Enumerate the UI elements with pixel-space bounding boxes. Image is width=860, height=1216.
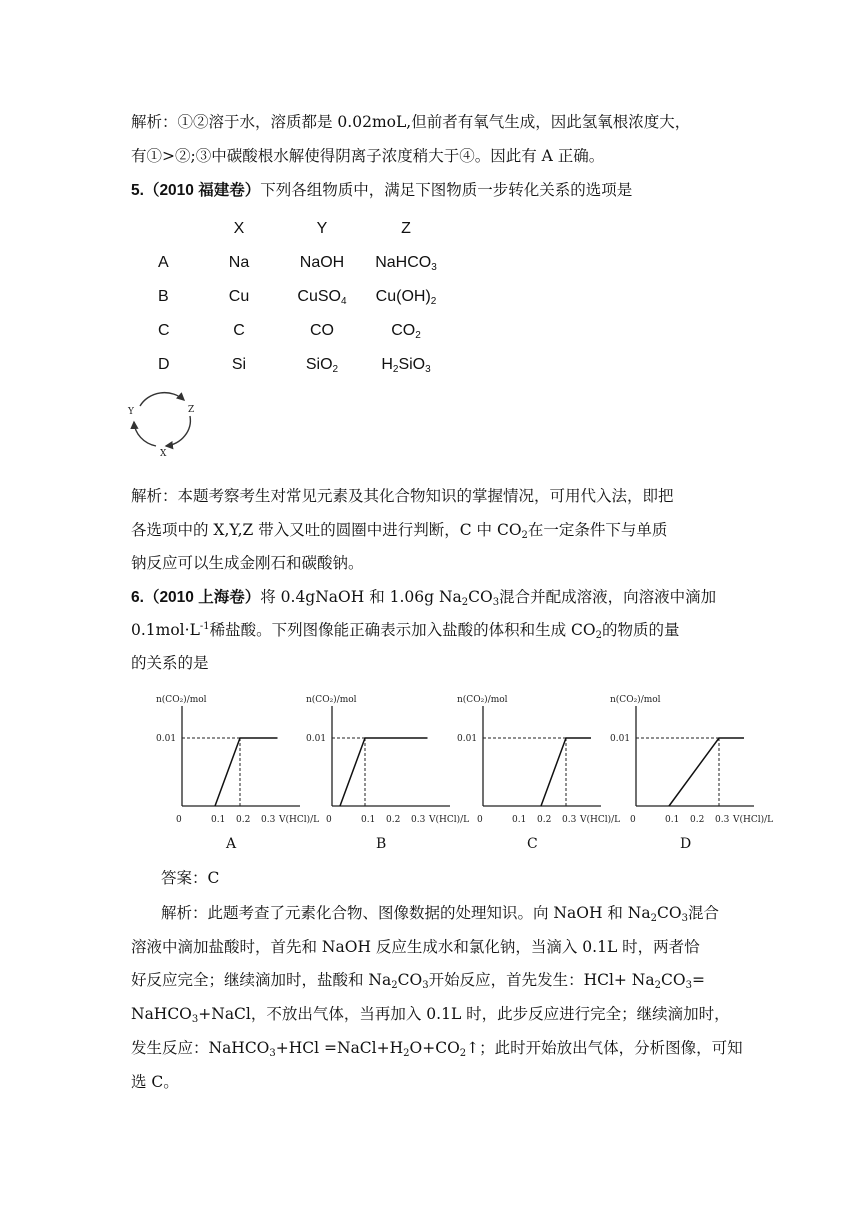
y-axis-label: n(CO₂)/mol	[457, 695, 508, 705]
x-tick-label: 0.2	[690, 815, 705, 825]
cell-x: C	[233, 322, 245, 339]
x-tick-label: 0	[477, 815, 483, 825]
table-row	[140, 246, 440, 280]
cell-z: $Cu(OH)_2$	[375, 288, 437, 307]
cell-x: Na	[228, 254, 250, 271]
x-tick-label: 0.1	[512, 815, 527, 825]
x-tick-label: 0.1	[361, 815, 376, 825]
cycle-label-y: Y	[128, 407, 134, 417]
q5-analysis-line-3: 钠反应可以生成金刚石和碳酸钠。	[131, 554, 364, 572]
x-tick-label: 0.3	[411, 815, 426, 825]
header-z: Z	[401, 220, 411, 237]
cell-y: SiO$_2$	[305, 356, 339, 375]
graph-label: B	[376, 836, 387, 852]
cell-x: Si	[231, 356, 247, 373]
graph-label: C	[527, 836, 538, 852]
x-tick-label: 0.3	[261, 815, 276, 825]
y-tick-label: 0.01	[457, 734, 478, 744]
y-tick-label: 0.01	[156, 734, 177, 744]
x-axis-label: V(HCl)/L	[429, 815, 470, 825]
q5-options-table	[140, 212, 440, 382]
q5-analysis-line-1: 解析：本题考察考生对常见元素及其化合物知识的掌握情况，可用代入法，即把	[131, 487, 674, 505]
y-axis-label: n(CO₂)/mol	[306, 695, 357, 705]
q6-analysis-line-1: 解析：此题考查了元素化合物、图像数据的处理知识。向 NaOH 和 $Na_2CO_3$混合	[161, 904, 719, 924]
cycle-arc-z-x	[166, 416, 190, 446]
option-label: C	[158, 322, 170, 339]
q6-analysis-line-4: NaHCO$_3$+NaCl，不放出气体，当再加入 0.1L 时，此步反应进行完全；继续滴加时，	[131, 1005, 730, 1025]
cell-y: CuSO$_4$	[297, 288, 347, 307]
cycle-diagram	[126, 388, 202, 460]
cell-z: NaHCO$_3$	[375, 254, 437, 273]
y-tick-label: 0.01	[306, 734, 327, 744]
x-tick-label: 0.2	[236, 815, 251, 825]
q6-analysis-line-6: 选 C。	[131, 1073, 179, 1091]
x-tick-label: 0.2	[537, 815, 552, 825]
x-tick-label: 0.1	[665, 815, 680, 825]
table-row	[140, 280, 440, 314]
q6-stem-line-2: $0.1mol\cdot L^{-1}$稀盐酸。下列图像能正确表示加入盐酸的体积和生成 $CO_2$的物质的量	[131, 621, 680, 641]
y-axis-label: n(CO₂)/mol	[610, 695, 661, 705]
x-tick-label: 0.1	[211, 815, 226, 825]
x-tick-label: 0	[326, 815, 332, 825]
graph-d	[606, 688, 774, 858]
q6-analysis-line-3: 好反应完全；继续滴加时，盐酸和 $Na_2CO_3$开始反应，首先发生：$HCl+ Na_2CO_3=$	[131, 971, 705, 991]
option-label: A	[158, 254, 169, 271]
header-x: X	[233, 220, 245, 237]
cell-x: Cu	[228, 288, 250, 305]
cycle-label-x: X	[160, 449, 167, 459]
graph-label: D	[680, 836, 692, 852]
x-tick-label: 0.3	[562, 815, 577, 825]
x-tick-label: 0.3	[715, 815, 730, 825]
series-line	[340, 738, 428, 806]
q5-stem-text: 下列各组物质中，满足下图物质一步转化关系的选项是	[260, 181, 633, 199]
cycle-arc-y-z	[140, 393, 184, 406]
x-axis-label: V(HCl)/L	[580, 815, 621, 825]
cell-y: CO	[310, 322, 334, 339]
cycle-arc-x-y	[134, 422, 156, 446]
option-label: D	[158, 356, 170, 373]
cell-z: $CO_2$	[391, 322, 421, 341]
y-axis-label: n(CO₂)/mol	[156, 695, 207, 705]
option-label: B	[158, 288, 169, 305]
q5-source: （2010 福建卷）	[143, 182, 261, 199]
q6-number: 6.	[131, 589, 144, 606]
q4-analysis-line-1: 解析：①②溶于水，溶质都是 0.02moL,但前者有氧气生成，因此氢氧根浓度大，	[131, 113, 691, 131]
x-tick-label: 0	[176, 815, 182, 825]
q5-analysis-line-2: 各选项中的 X,Y,Z 带入又吐的圆圈中进行判断，C 中 $CO_2$在一定条件下与单质	[131, 521, 668, 541]
table-row	[140, 348, 440, 382]
graph-c	[453, 688, 621, 858]
graph-b	[302, 688, 470, 858]
x-tick-label: 0	[630, 815, 636, 825]
cycle-label-z: Z	[188, 405, 195, 415]
q4-analysis-line-2: 有①>②;③中碳酸根水解使得阴离子浓度稍大于④。因此有 A 正确。	[131, 147, 605, 165]
cell-y: NaOH	[299, 254, 345, 271]
q6-stem-line-3: 的关系的是	[131, 654, 209, 672]
series-line	[215, 738, 278, 806]
x-axis-label: V(HCl)/L	[733, 815, 774, 825]
table-header-row	[140, 212, 440, 246]
q6-analysis-line-2: 溶液中滴加盐酸时，首先和 NaOH 反应生成水和氯化钠，当滴入 0.1L 时，两者恰	[131, 938, 700, 956]
q6-stem-line-1: 6.（2010 上海卷）将 0.4gNaOH 和 1.06g $Na_2CO_3$混合并配成溶液，向溶液中滴加	[131, 588, 717, 608]
graph-label: A	[226, 836, 237, 852]
series-line	[669, 738, 744, 806]
q6-answer: 答案：C	[161, 869, 220, 887]
q5-number: 5.	[131, 182, 144, 199]
graph-a	[152, 688, 320, 858]
q6-source: （2010 上海卷）	[143, 589, 261, 606]
q6-analysis-line-5: 发生反应：NaHCO$_3$+HCl $=NaCl+H_2O+CO_2↑$；此时开始放出气体，分析图像，可知	[131, 1039, 743, 1059]
cell-z: $H_2SiO_3$	[381, 356, 431, 375]
x-tick-label: 0.2	[386, 815, 401, 825]
x-axis-label: V(HCl)/L	[279, 815, 320, 825]
header-y: Y	[316, 220, 328, 237]
table-row	[140, 314, 440, 348]
q5-stem	[131, 180, 632, 201]
y-tick-label: 0.01	[610, 734, 631, 744]
